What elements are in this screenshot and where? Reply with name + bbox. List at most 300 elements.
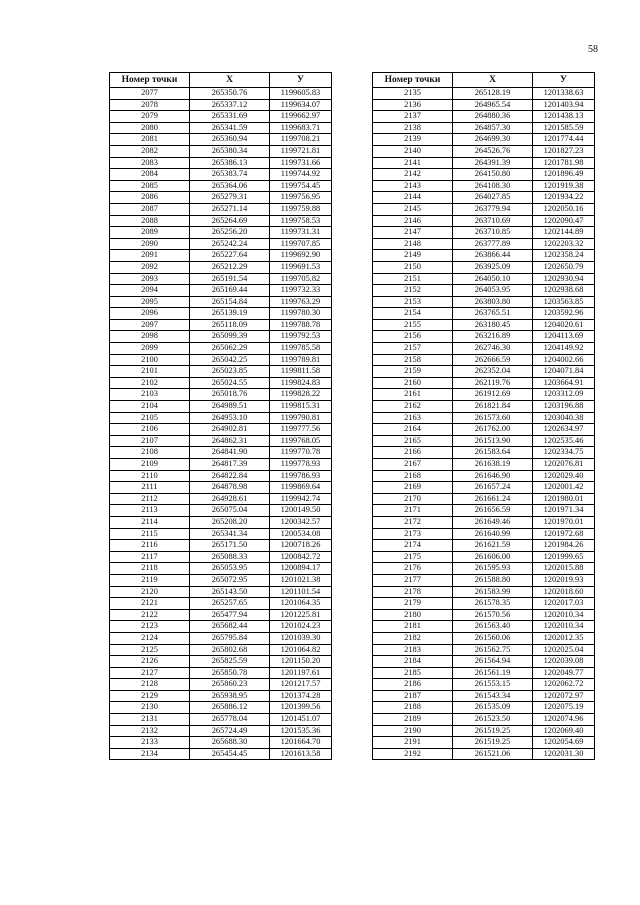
x-coordinate-cell: 261583.64: [453, 447, 533, 459]
x-coordinate-cell: 265256.20: [190, 227, 270, 239]
point-number-cell: 2124: [110, 632, 190, 644]
table-row: [110, 656, 332, 668]
x-coordinate-cell: 264699.30: [453, 134, 533, 146]
x-coordinate-cell: 261656.59: [453, 505, 533, 517]
x-coordinate-cell: 262666.59: [453, 354, 533, 366]
y-coordinate-cell: 1201039.30: [270, 632, 332, 644]
point-number-cell: 2145: [373, 203, 453, 215]
y-coordinate-cell: 1203040.38: [533, 412, 595, 424]
x-coordinate-cell: 261657.24: [453, 482, 533, 494]
point-number-cell: 2137: [373, 111, 453, 123]
page-number: 58: [588, 44, 598, 55]
point-number-cell: 2144: [373, 192, 453, 204]
point-number-cell: 2165: [373, 435, 453, 447]
table-row: [110, 401, 332, 413]
table-row: [373, 737, 595, 749]
x-coordinate-cell: 265271.14: [190, 203, 270, 215]
point-number-cell: 2159: [373, 366, 453, 378]
y-coordinate-cell: 1199790.81: [270, 412, 332, 424]
point-number-cell: 2128: [110, 679, 190, 691]
table-row: [110, 354, 332, 366]
table-row: [110, 725, 332, 737]
point-number-cell: 2080: [110, 122, 190, 134]
x-coordinate-cell: 261640.99: [453, 528, 533, 540]
x-coordinate-cell: 265337.12: [190, 99, 270, 111]
point-number-cell: 2175: [373, 551, 453, 563]
x-coordinate-cell: 265191.54: [190, 273, 270, 285]
x-coordinate-cell: 265212.29: [190, 261, 270, 273]
point-number-cell: 2115: [110, 528, 190, 540]
y-coordinate-cell: 1202938.68: [533, 285, 595, 297]
table-row: [110, 551, 332, 563]
y-coordinate-cell: 1199759.88: [270, 203, 332, 215]
x-coordinate-cell: 265454.45: [190, 748, 270, 760]
point-number-cell: 2088: [110, 215, 190, 227]
table-row: [373, 227, 595, 239]
point-number-cell: 2158: [373, 354, 453, 366]
y-coordinate-cell: 1199707.85: [270, 238, 332, 250]
x-coordinate-cell: 264526.76: [453, 145, 533, 157]
y-coordinate-cell: 1201338.63: [533, 88, 595, 100]
y-coordinate-cell: 1204002.66: [533, 354, 595, 366]
point-number-cell: 2086: [110, 192, 190, 204]
x-coordinate-cell: 264150.80: [453, 169, 533, 181]
x-coordinate-cell: 265477.94: [190, 609, 270, 621]
table-row: [110, 192, 332, 204]
table-row: [373, 238, 595, 250]
y-coordinate-cell: 1202075.19: [533, 702, 595, 714]
table-row: [373, 540, 595, 552]
y-coordinate-cell: 1203592.96: [533, 308, 595, 320]
table-row: [110, 667, 332, 679]
y-coordinate-cell: 1199731.31: [270, 227, 332, 239]
y-coordinate-cell: 1203196.88: [533, 401, 595, 413]
table-row: [373, 644, 595, 656]
y-coordinate-cell: 1202535.46: [533, 435, 595, 447]
y-coordinate-cell: 1201535.36: [270, 725, 332, 737]
y-coordinate-cell: 1201374.28: [270, 690, 332, 702]
x-coordinate-cell: 262352.04: [453, 366, 533, 378]
point-number-cell: 2141: [373, 157, 453, 169]
table-row: [373, 308, 595, 320]
point-number-cell: 2161: [373, 389, 453, 401]
y-coordinate-cell: 1199705.82: [270, 273, 332, 285]
table-header-row: [373, 73, 595, 88]
x-coordinate-cell: 262746.30: [453, 343, 533, 355]
x-coordinate-cell: 261535.09: [453, 702, 533, 714]
y-coordinate-cell: 1199942.74: [270, 493, 332, 505]
x-coordinate-cell: 261762.00: [453, 424, 533, 436]
point-number-cell: 2164: [373, 424, 453, 436]
table-row: [373, 621, 595, 633]
x-coordinate-cell: 265128.19: [453, 88, 533, 100]
table-row: [110, 621, 332, 633]
y-coordinate-cell: 1202069.40: [533, 725, 595, 737]
y-coordinate-cell: 1200149.50: [270, 505, 332, 517]
table-row: [110, 296, 332, 308]
x-coordinate-cell: 265341.34: [190, 528, 270, 540]
y-coordinate-cell: 1202090.47: [533, 215, 595, 227]
point-number-cell: 2127: [110, 667, 190, 679]
x-coordinate-cell: 264902.81: [190, 424, 270, 436]
table-row: [110, 470, 332, 482]
y-coordinate-cell: 1202049.77: [533, 667, 595, 679]
point-number-cell: 2172: [373, 516, 453, 528]
x-coordinate-cell: 264108.30: [453, 180, 533, 192]
x-coordinate-cell: 265860.23: [190, 679, 270, 691]
point-number-cell: 2106: [110, 424, 190, 436]
y-coordinate-cell: 1201024.23: [270, 621, 332, 633]
x-coordinate-cell: 261621.59: [453, 540, 533, 552]
table-row: [110, 644, 332, 656]
table-row: [373, 215, 595, 227]
x-coordinate-cell: 265072.95: [190, 574, 270, 586]
x-coordinate-cell: 265386.13: [190, 157, 270, 169]
y-coordinate-cell: 1202019.93: [533, 574, 595, 586]
y-coordinate-cell: 1201217.57: [270, 679, 332, 691]
x-coordinate-cell: 265825.59: [190, 656, 270, 668]
point-number-cell: 2156: [373, 331, 453, 343]
x-coordinate-cell: 265042.25: [190, 354, 270, 366]
table-row: [373, 551, 595, 563]
y-coordinate-cell: 1202062.72: [533, 679, 595, 691]
table-row: [373, 273, 595, 285]
y-coordinate-cell: 1199828.22: [270, 389, 332, 401]
table-row: [110, 145, 332, 157]
y-coordinate-cell: 1201438.13: [533, 111, 595, 123]
point-number-cell: 2139: [373, 134, 453, 146]
coordinates-table-right: [372, 72, 595, 760]
point-number-cell: 2131: [110, 714, 190, 726]
column-header-x: X: [453, 73, 533, 88]
y-coordinate-cell: 1199815.31: [270, 401, 332, 413]
table-row: [373, 180, 595, 192]
table-row: [373, 88, 595, 100]
x-coordinate-cell: 263866.44: [453, 250, 533, 262]
point-number-cell: 2150: [373, 261, 453, 273]
x-coordinate-cell: 263925.09: [453, 261, 533, 273]
point-number-cell: 2174: [373, 540, 453, 552]
y-coordinate-cell: 1201827.23: [533, 145, 595, 157]
y-coordinate-cell: 1202634.97: [533, 424, 595, 436]
point-number-cell: 2191: [373, 737, 453, 749]
point-number-cell: 2083: [110, 157, 190, 169]
table-row: [110, 99, 332, 111]
y-coordinate-cell: 1202358.24: [533, 250, 595, 262]
point-number-cell: 2120: [110, 586, 190, 598]
table-row: [373, 296, 595, 308]
x-coordinate-cell: 265938.95: [190, 690, 270, 702]
x-coordinate-cell: 262119.76: [453, 377, 533, 389]
y-coordinate-cell: 1199824.83: [270, 377, 332, 389]
point-number-cell: 2192: [373, 748, 453, 760]
x-coordinate-cell: 265264.69: [190, 215, 270, 227]
table-row: [110, 632, 332, 644]
y-coordinate-cell: 1201980.01: [533, 493, 595, 505]
table-row: [110, 714, 332, 726]
y-coordinate-cell: 1201984.26: [533, 540, 595, 552]
y-coordinate-cell: 1201101.54: [270, 586, 332, 598]
point-number-cell: 2119: [110, 574, 190, 586]
point-number-cell: 2166: [373, 447, 453, 459]
column-header-y: У: [270, 73, 332, 88]
table-row: [110, 331, 332, 343]
point-number-cell: 2132: [110, 725, 190, 737]
y-coordinate-cell: 1202144.89: [533, 227, 595, 239]
table-row: [373, 285, 595, 297]
y-coordinate-cell: 1202930.94: [533, 273, 595, 285]
x-coordinate-cell: 261606.00: [453, 551, 533, 563]
table-header-row: [110, 73, 332, 88]
table-row: [110, 528, 332, 540]
column-header-y: У: [533, 73, 595, 88]
point-number-cell: 2176: [373, 563, 453, 575]
point-number-cell: 2146: [373, 215, 453, 227]
y-coordinate-cell: 1202001.42: [533, 482, 595, 494]
point-number-cell: 2117: [110, 551, 190, 563]
y-coordinate-cell: 1201919.38: [533, 180, 595, 192]
x-coordinate-cell: 265023.85: [190, 366, 270, 378]
x-coordinate-cell: 265688.30: [190, 737, 270, 749]
point-number-cell: 2090: [110, 238, 190, 250]
point-number-cell: 2103: [110, 389, 190, 401]
x-coordinate-cell: 261595.93: [453, 563, 533, 575]
table-row: [110, 366, 332, 378]
x-coordinate-cell: 264878.98: [190, 482, 270, 494]
table-row: [110, 169, 332, 181]
x-coordinate-cell: 265118.09: [190, 319, 270, 331]
table-row: [373, 725, 595, 737]
y-coordinate-cell: 1201934.22: [533, 192, 595, 204]
point-number-cell: 2111: [110, 482, 190, 494]
y-coordinate-cell: 1201774.44: [533, 134, 595, 146]
point-number-cell: 2097: [110, 319, 190, 331]
x-coordinate-cell: 263180.45: [453, 319, 533, 331]
column-header-x: X: [190, 73, 270, 88]
x-coordinate-cell: 265075.04: [190, 505, 270, 517]
y-coordinate-cell: 1201999.65: [533, 551, 595, 563]
x-coordinate-cell: 261513.90: [453, 435, 533, 447]
point-number-cell: 2091: [110, 250, 190, 262]
point-number-cell: 2109: [110, 459, 190, 471]
table-row: [110, 134, 332, 146]
point-number-cell: 2169: [373, 482, 453, 494]
point-number-cell: 2100: [110, 354, 190, 366]
table-row: [373, 377, 595, 389]
table-row: [373, 482, 595, 494]
x-coordinate-cell: 261646.90: [453, 470, 533, 482]
table-row: [373, 690, 595, 702]
y-coordinate-cell: 1201399.56: [270, 702, 332, 714]
x-coordinate-cell: 265886.12: [190, 702, 270, 714]
y-coordinate-cell: 1201451.07: [270, 714, 332, 726]
table-row: [110, 540, 332, 552]
point-number-cell: 2183: [373, 644, 453, 656]
x-coordinate-cell: 265364.06: [190, 180, 270, 192]
y-coordinate-cell: 1202031.30: [533, 748, 595, 760]
point-number-cell: 2180: [373, 609, 453, 621]
table-row: [373, 389, 595, 401]
table-row: [110, 702, 332, 714]
table-row: [373, 586, 595, 598]
x-coordinate-cell: 264989.51: [190, 401, 270, 413]
table-row: [373, 459, 595, 471]
table-row: [110, 389, 332, 401]
table-row: [373, 401, 595, 413]
point-number-cell: 2122: [110, 609, 190, 621]
table-row: [110, 447, 332, 459]
y-coordinate-cell: 1199770.78: [270, 447, 332, 459]
point-number-cell: 2098: [110, 331, 190, 343]
table-row: [110, 111, 332, 123]
y-coordinate-cell: 1201971.34: [533, 505, 595, 517]
point-number-cell: 2189: [373, 714, 453, 726]
y-coordinate-cell: 1199780.30: [270, 308, 332, 320]
y-coordinate-cell: 1199732.33: [270, 285, 332, 297]
x-coordinate-cell: 265380.34: [190, 145, 270, 157]
x-coordinate-cell: 264862.31: [190, 435, 270, 447]
point-number-cell: 2163: [373, 412, 453, 424]
y-coordinate-cell: 1200342.57: [270, 516, 332, 528]
point-number-cell: 2179: [373, 598, 453, 610]
point-number-cell: 2142: [373, 169, 453, 181]
y-coordinate-cell: 1201064.35: [270, 598, 332, 610]
x-coordinate-cell: 261561.19: [453, 667, 533, 679]
x-coordinate-cell: 263710.69: [453, 215, 533, 227]
x-coordinate-cell: 265257.65: [190, 598, 270, 610]
x-coordinate-cell: 263710.85: [453, 227, 533, 239]
y-coordinate-cell: 1204020.61: [533, 319, 595, 331]
y-coordinate-cell: 1201150.20: [270, 656, 332, 668]
point-number-cell: 2152: [373, 285, 453, 297]
x-coordinate-cell: 264928.61: [190, 493, 270, 505]
point-number-cell: 2118: [110, 563, 190, 575]
point-number-cell: 2138: [373, 122, 453, 134]
x-coordinate-cell: 265331.69: [190, 111, 270, 123]
point-number-cell: 2077: [110, 88, 190, 100]
x-coordinate-cell: 261564.94: [453, 656, 533, 668]
y-coordinate-cell: 1200534.08: [270, 528, 332, 540]
table-row: [110, 203, 332, 215]
point-number-cell: 2184: [373, 656, 453, 668]
x-coordinate-cell: 264027.85: [453, 192, 533, 204]
y-coordinate-cell: 1202018.60: [533, 586, 595, 598]
x-coordinate-cell: 265169.44: [190, 285, 270, 297]
table-row: [373, 424, 595, 436]
table-row: [373, 470, 595, 482]
point-number-cell: 2187: [373, 690, 453, 702]
x-coordinate-cell: 261573.60: [453, 412, 533, 424]
x-coordinate-cell: 261563.40: [453, 621, 533, 633]
y-coordinate-cell: 1201197.61: [270, 667, 332, 679]
table-row: [373, 702, 595, 714]
table-row: [373, 192, 595, 204]
table-row: [110, 261, 332, 273]
point-number-cell: 2102: [110, 377, 190, 389]
x-coordinate-cell: 265341.59: [190, 122, 270, 134]
x-coordinate-cell: 265802.68: [190, 644, 270, 656]
y-coordinate-cell: 1199777.56: [270, 424, 332, 436]
y-coordinate-cell: 1199691.53: [270, 261, 332, 273]
point-number-cell: 2129: [110, 690, 190, 702]
x-coordinate-cell: 265139.19: [190, 308, 270, 320]
table-row: [373, 505, 595, 517]
x-coordinate-cell: 263765.51: [453, 308, 533, 320]
y-coordinate-cell: 1199763.29: [270, 296, 332, 308]
table-row: [110, 459, 332, 471]
point-number-cell: 2094: [110, 285, 190, 297]
x-coordinate-cell: 261821.84: [453, 401, 533, 413]
point-number-cell: 2148: [373, 238, 453, 250]
x-coordinate-cell: 261649.46: [453, 516, 533, 528]
x-coordinate-cell: 261912.69: [453, 389, 533, 401]
y-coordinate-cell: 1202203.32: [533, 238, 595, 250]
point-number-cell: 2104: [110, 401, 190, 413]
table-row: [373, 250, 595, 262]
table-row: [373, 679, 595, 691]
point-number-cell: 2135: [373, 88, 453, 100]
y-coordinate-cell: 1199756.95: [270, 192, 332, 204]
table-row: [110, 586, 332, 598]
y-coordinate-cell: 1202054.69: [533, 737, 595, 749]
table-row: [110, 412, 332, 424]
y-coordinate-cell: 1202010.34: [533, 621, 595, 633]
point-number-cell: 2085: [110, 180, 190, 192]
y-coordinate-cell: 1202076.81: [533, 459, 595, 471]
table-row: [110, 482, 332, 494]
point-number-cell: 2190: [373, 725, 453, 737]
y-coordinate-cell: 1199708.21: [270, 134, 332, 146]
table-row: [373, 435, 595, 447]
point-number-cell: 2126: [110, 656, 190, 668]
y-coordinate-cell: 1201064.82: [270, 644, 332, 656]
x-coordinate-cell: 261543.34: [453, 690, 533, 702]
table-row: [110, 227, 332, 239]
point-number-cell: 2133: [110, 737, 190, 749]
y-coordinate-cell: 1202050.16: [533, 203, 595, 215]
table-row: [110, 690, 332, 702]
x-coordinate-cell: 261638.19: [453, 459, 533, 471]
y-coordinate-cell: 1199744.92: [270, 169, 332, 181]
x-coordinate-cell: 264857.30: [453, 122, 533, 134]
point-number-cell: 2186: [373, 679, 453, 691]
y-coordinate-cell: 1199605.83: [270, 88, 332, 100]
x-coordinate-cell: 264053.95: [453, 285, 533, 297]
table-row: [373, 563, 595, 575]
column-header-point-number: Номер точки: [373, 73, 453, 88]
x-coordinate-cell: 265850.78: [190, 667, 270, 679]
point-number-cell: 2107: [110, 435, 190, 447]
y-coordinate-cell: 1199789.81: [270, 354, 332, 366]
y-coordinate-cell: 1200894.17: [270, 563, 332, 575]
point-number-cell: 2121: [110, 598, 190, 610]
x-coordinate-cell: 265227.64: [190, 250, 270, 262]
x-coordinate-cell: 265053.95: [190, 563, 270, 575]
coordinates-table-left: [109, 72, 332, 760]
point-number-cell: 2162: [373, 401, 453, 413]
table-row: [373, 656, 595, 668]
x-coordinate-cell: 264953.10: [190, 412, 270, 424]
y-coordinate-cell: 1202025.04: [533, 644, 595, 656]
y-coordinate-cell: 1201970.01: [533, 516, 595, 528]
table-row: [110, 424, 332, 436]
table-row: [110, 308, 332, 320]
point-number-cell: 2173: [373, 528, 453, 540]
x-coordinate-cell: 264965.54: [453, 99, 533, 111]
y-coordinate-cell: 1199662.97: [270, 111, 332, 123]
x-coordinate-cell: 265024.55: [190, 377, 270, 389]
point-number-cell: 2181: [373, 621, 453, 633]
